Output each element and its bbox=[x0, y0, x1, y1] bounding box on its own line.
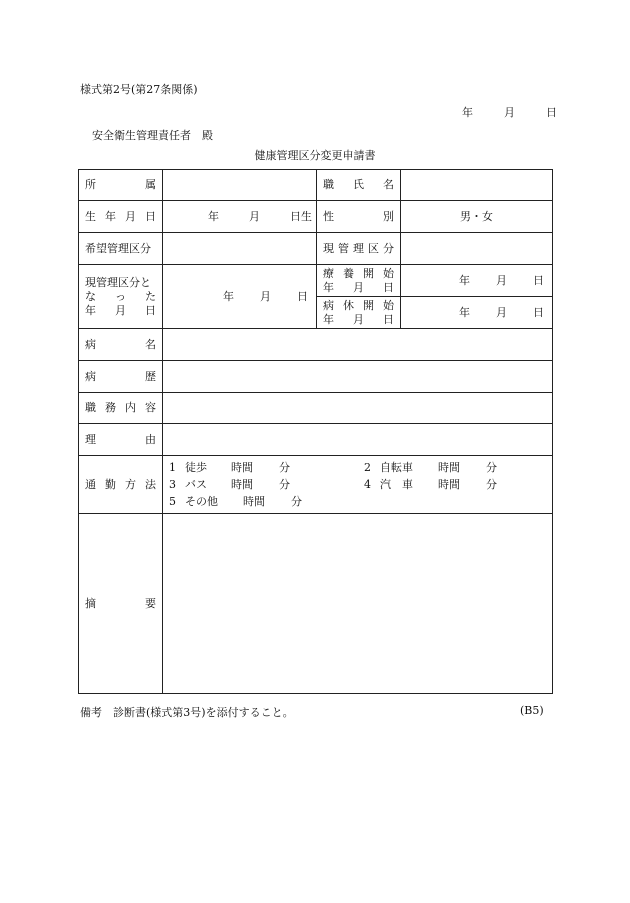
current-class-field[interactable] bbox=[401, 233, 553, 265]
desired-class-field[interactable] bbox=[163, 233, 317, 265]
row-affiliation bbox=[79, 170, 553, 201]
reason-label: 理 由 bbox=[79, 424, 163, 456]
application-form-table bbox=[78, 169, 553, 694]
row-medical-history bbox=[79, 361, 553, 393]
row-job-content bbox=[79, 393, 553, 424]
affiliation-label: 所 属 bbox=[79, 170, 163, 201]
date-month-label: 月 bbox=[504, 106, 515, 119]
commute-option-train[interactable]: 4 汽 車 時間 分 bbox=[364, 477, 497, 491]
summary-field[interactable] bbox=[163, 514, 553, 694]
row-commute bbox=[79, 456, 553, 514]
date-year-label: 年 bbox=[462, 106, 473, 119]
birth-label: 生 年 月 日 bbox=[79, 201, 163, 233]
commute-label: 通 勤 方 法 bbox=[79, 456, 163, 514]
treatment-start-date-field[interactable]: 年 月 日 bbox=[401, 265, 553, 297]
date-day-label: 日 bbox=[546, 106, 557, 119]
sex-label: 性 別 bbox=[317, 201, 401, 233]
row-summary bbox=[79, 514, 553, 694]
submission-date bbox=[462, 104, 557, 120]
paper-size-label: (B5) bbox=[520, 704, 544, 717]
sex-field[interactable] bbox=[401, 201, 553, 233]
summary-label: 摘 要 bbox=[79, 514, 163, 694]
medical-history-label: 病 歴 bbox=[79, 361, 163, 393]
treatment-start-label: 療 養 開 始 年 月 日 bbox=[317, 265, 401, 297]
employee-name-field[interactable] bbox=[401, 170, 553, 201]
addressee: 安全衛生管理責任者 殿 bbox=[92, 129, 213, 142]
medical-history-field[interactable] bbox=[163, 361, 553, 393]
job-content-label: 職 務 内 容 bbox=[79, 393, 163, 424]
current-class-label: 現 管 理 区 分 bbox=[317, 233, 401, 265]
form-number: 様式第2号(第27条関係) bbox=[80, 83, 198, 96]
sex-options: 男・女 bbox=[460, 209, 493, 223]
commute-option-bicycle[interactable]: 2 自転車 時間 分 bbox=[364, 460, 497, 474]
became-current-date-field[interactable]: 年 月 日 bbox=[163, 265, 317, 329]
row-reason bbox=[79, 424, 553, 456]
desired-class-label: 希望管理区分 bbox=[79, 233, 163, 265]
footer-note: 備考 診断書(様式第3号)を添付すること。 bbox=[80, 706, 294, 719]
row-disease-name bbox=[79, 329, 553, 361]
commute-option-bus[interactable]: 3 バス 時間 分 bbox=[169, 477, 290, 491]
reason-field[interactable] bbox=[163, 424, 553, 456]
affiliation-field[interactable] bbox=[163, 170, 317, 201]
document-title: 健康管理区分変更申請書 bbox=[254, 149, 376, 162]
sick-leave-start-date-field[interactable]: 年 月 日 bbox=[401, 297, 553, 329]
commute-option-other[interactable]: 5 その他 時間 分 bbox=[169, 494, 302, 508]
row-birth-sex bbox=[79, 201, 553, 233]
row-class bbox=[79, 233, 553, 265]
employee-name-label: 職 氏 名 bbox=[317, 170, 401, 201]
job-content-field[interactable] bbox=[163, 393, 553, 424]
disease-name-label: 病 名 bbox=[79, 329, 163, 361]
sick-leave-start-label: 病 休 開 始 年 月 日 bbox=[317, 297, 401, 329]
commute-field bbox=[163, 456, 553, 514]
became-current-label: 現管理区分と な っ た 年 月 日 bbox=[79, 265, 163, 329]
disease-name-field[interactable] bbox=[163, 329, 553, 361]
birth-date-field[interactable]: 年 月 日生 bbox=[163, 201, 317, 233]
row-treatment-start bbox=[79, 265, 553, 297]
commute-option-walk[interactable]: 1 徒歩 時間 分 bbox=[169, 460, 290, 474]
